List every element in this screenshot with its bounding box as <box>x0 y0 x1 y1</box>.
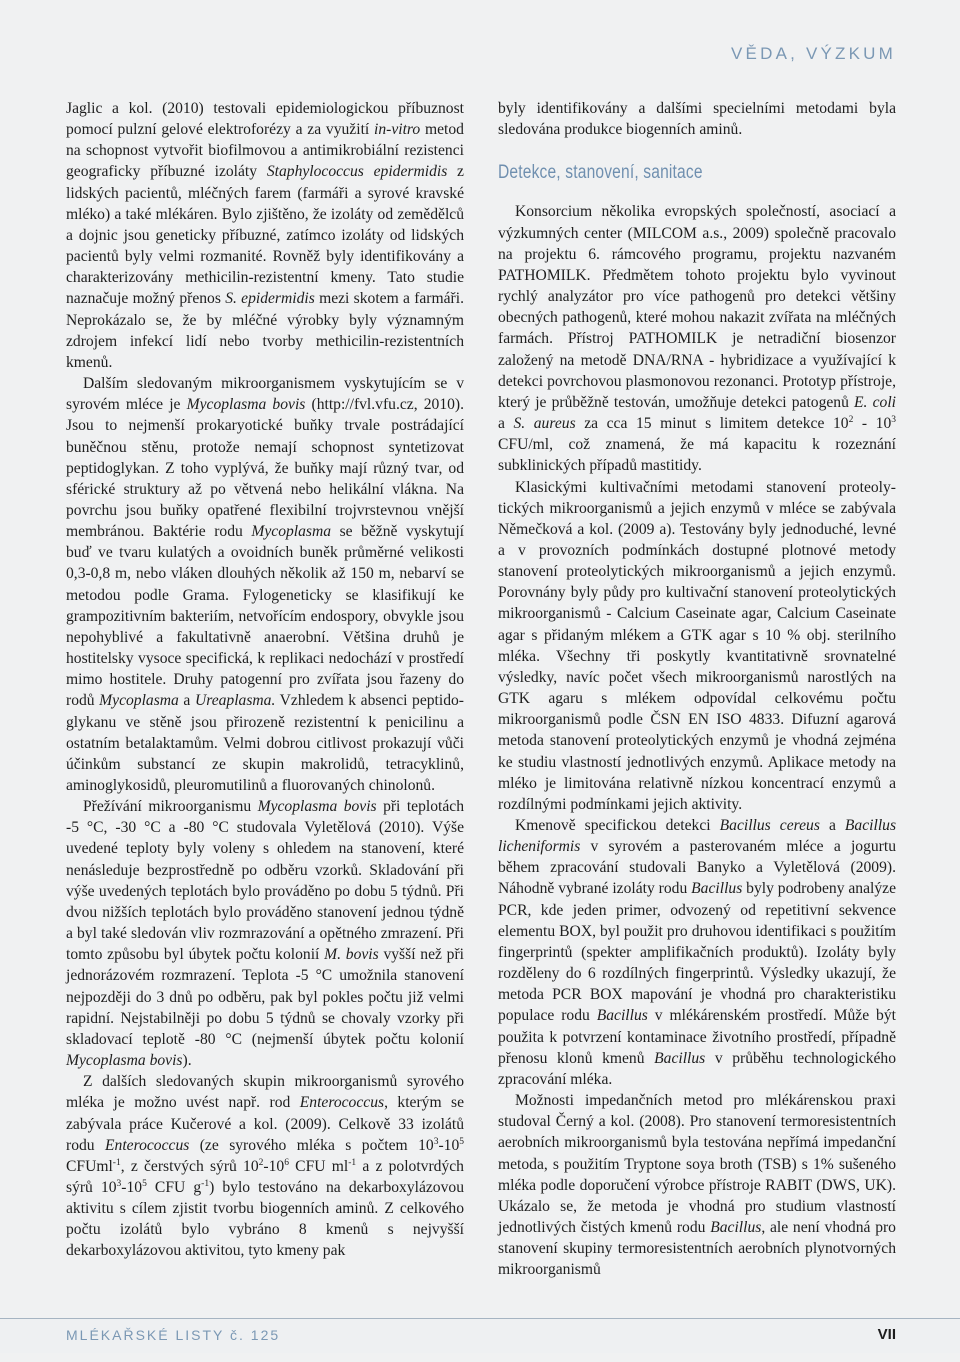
paragraph-mycoplasma: Dalším sledovaným mikroorganismem vyskytujícím se v syrovém mléce je Mycoplasma bovis (http://fvl.vfu.cz, 2010). Jsou to nejmenší prokaryotické buňky trvale postrádající buněčnou stěnu, protože nemají schopnost syntetizovat peptidoglykan. Z toho vyplývá, že buňky mají různý tvar, od sférické struktury až po větvená nebo helikální vlákna. Na povrchu jsou buňky opatřené flexibilní trojvrstevnou vnější membránou. Baktérie rodu Mycoplasma se běžně vyskytují buď ve tvaru kulatých a ovoidních buněk průměrné velikosti 0,3-0,8 m, nebo vláken dlouhých několik až 150 m, nebarví se metodou podle Grama. Fylogeneticky se klasifikují ke grampozitivním bakteriím, netvořícím endospory, obvykle jsou nepohyblivé a fakultativně anaerobní. Většina druhů je hostitelsky vysoce specifická, k replikaci nedochází v prostředí mimo hostitele. Druhy patogenní pro zvířata jsou řazeny do rodů Mycoplasma a Ureaplasma. Vzhledem k absenci peptidoglykanu ve stěně jsou přirozeně rezistentní k penicilinu a ostatním betalaktamům. Velmi dobrou citlivost prokazují vůči účinkům substancí ze skupin makrolidů, tetracyklinů, aminoglykosidů, pleuromutilinů a fluorovaných chinolonů. <box>66 375 465 794</box>
paragraph-proteolytic: Klasickými kultivačními metodami stanovení proteolytických mikroorganismů a jejich enzymů v mléce se zabývala Němečková a kol. (2009 a). Testovány byly jednoduché, levné a v provozních podmínkách dostupné plotnové metody stanovení proteolytických mikroorganismů a jejich enzymů. Porovnány byly půdy pro kultivační stanovení proteolytických mikroorganismů - Calcium Caseinate agar, Calcium Caseinate agar s přidaným mlékem a GTK agar s 10 % obj. sterilního mléka. Všechny tři poskytly kvantitativně srovnatelné výsledky, navíc počet všech mikroorganismů narostlých na GTK agaru s mlékem odpovídal celkovému počtu mikroorganismů podle ČSN EN ISO 4833. Difuzní agarová metoda stanovení proteolytických enzymů je vhodná zejména ke studiu vlastností jednotlivých enzymů. Aplikace metody na mléko je limitována relativně nízkou koncentrací enzymů a rozdílnými podmínkami jejich aktivity. <box>498 478 896 813</box>
paragraph-staphylococcus: Jaglic a kol. (2010) testovali epidemiologickou příbuznost pomocí pulzní gelové elektroforézy a za využití in-vitro metod na schopnost vytvořit biofilmovou a antimikrobiální rezistenci geograficky příbuzné izoláty Staphylococcus epidermidis z lidských pacientů, mléčných farem (farmáři a syrové kravské mléko) a také mlékáren. Bylo zjištěno, že izoláty od zemědělců a dojnic jsou geneticky příbuzné, zatímco izoláty od lidských pacientů byly velmi rozmanité. Rovněž byly identifikovány a charakterizovány methicilin-rezistentní kmeny. Tato studie naznačuje možný přenos S. epidermidis mezi skotem a farmáři. Neprokázalo se, že by mléčné výrobky byly významným zdrojem infekcí lidí nebo tvorby methicilin-rezistentních kmenů. <box>66 100 464 371</box>
paragraph-pathomilk: Konsorcium několika evropských společností, asociací a výzkumných center (MILCOM a.s., 2009) společně pracovalo na projektu 6. rámcového programu, projektu nazvaném PATHOMILK. Předmětem tohoto projektu bylo vyvinout rychlý analyzátor pro více pathogenů pro detekci většiny obecných pathogenů, které mohou nakazit zvířata na mléčných farmách. Přístroj PATHOMILK je netradiční biosenzor založený na metodě DNA/RNA - hybridizace a využívající k detekci povrchovou plasmonovou rezonanci. Prototyp přístroje, který je průběžně testován, umožňuje detekci patogenů E. coli a S. aureus za cca 15 minut s limitem detekce $10^2 - 10^3$ CFU/ml, což znamená, že má kapacitu k rozeznání subklinických případů mastitidy. <box>498 203 897 475</box>
paragraph-bacillus: Kmenově specifickou detekci Bacillus cereus a Bacillus licheniformis v syrovém a pasterovaném mléce a jogurtu během zpracování studovali Banyko a Vyletělová (2009). Náhodně vybrané izoláty rodu Bacillus byly podrobeny analýze PCR, kde jeden primer, odvozený od repetitivní sekvence elementu BOX, byl použit pro druhovou identifikaci s použitím fingerprintů (spekter amplifikačních produktů). Izoláty byly rozděleny do 6 rozdílných fingerprintů. Výsledky ukazují, že metoda PCR BOX mapování je vhodná pro charakteristiku populace rodu Bacillus v mlékárenském prostředí. Může být použita k potvrzení kontaminace životního prostředí, případně přenosu klonů kmenů Bacillus v průběhu technologického zpracování mléka. <box>498 817 897 1088</box>
page-number: VII <box>877 1326 896 1343</box>
paragraph-impedance: Možnosti impedančních metod pro mlékárenskou praxi studoval Černý a kol. (2008). Pro stanovení termoresistentních aerobních mikroorganismů byla testována nepřímá impedanční metoda, s použitím Tryptone soya broth (TSB) s 1% sušeného mléka podle doporučení výrobce přístroje RABIT (DWS, UK). Ukázalo se, že metoda je vhodná pro studium vlastností jednotlivých čistých kmenů rodu Bacillus, ale není vhodná pro stanovení skupiny termoresistentních aerobních plynotvorných mikroorganismů <box>498 1092 896 1279</box>
journal-name: MLÉKAŘSKÉ LISTY č. 125 <box>66 1327 281 1343</box>
section-header: VĚDA, VÝZKUM <box>731 44 896 63</box>
paragraph-survival: Přežívání mikroorganismu Mycoplasma bovis při teplotách -5 °C, -30 °C a -80 °C studovala Vyletělová (2010). Výše uvedené teploty byly voleny s ohledem na stanovení, které nenásleduje bezprostředně po odběru vzorků. Skladování při výše uvedených teplotách bylo prováděno po dobu 5 týdnů. Při dvou nižších teplotách bylo prováděno stanovení jednou týdně a byl také sledován vliv rozmrazování a opětného zmrazení. Při tomto způsobu byl úbytek počtu kolonií M. bovis vyšší než při jednorázovém rozmrazení. Teplota -5 °C umožnila stanovení nejpozději do 3 dnů po odběru, pak byl pokles počtu již velmi rapidní. Nejstabilněji po dobu 5 týdnů se chovaly vzorky při skladovací teplotě -80 °C (nejmenší úbytek počtu kolonií Mycoplasma bovis). <box>66 798 465 1070</box>
left-column <box>66 98 464 1262</box>
paragraph-enterococcus: Z dalších sledovaných skupin mikroorganismů syrového mléka je možno uvést např. rod Enterococcus, kterým se zabývala práce Kučerové a kol. (2009). Celkově 33 izolátů rodu Enterococcus (ze syrového mléka s počtem $10^3-10^5$ CFUml$^{-1}$, z čerstvých sýrů $10^2-10^6$ CFU $ml^{-1}$ a z polotvrdých sýrů $10^3-10^5$ CFU $g^{-1}$) bylo testováno na dekarboxylázovou aktivitu s cílem zjistit tvorbu biogenních aminů. Z celkového počtu izolátů bylo vybráno 8 kmenů s nejvyšší dekarboxylázovou aktivitou, tyto kmeny pak <box>66 1073 465 1260</box>
page-footer <box>0 1318 960 1353</box>
paragraph-continuation: byly identifikovány a dalšími specielními metodami byla sledována produkce biogenních aminů. <box>498 100 896 139</box>
right-column <box>498 98 896 1280</box>
section-heading: Detekce, stanovení, sanitace <box>498 162 703 184</box>
